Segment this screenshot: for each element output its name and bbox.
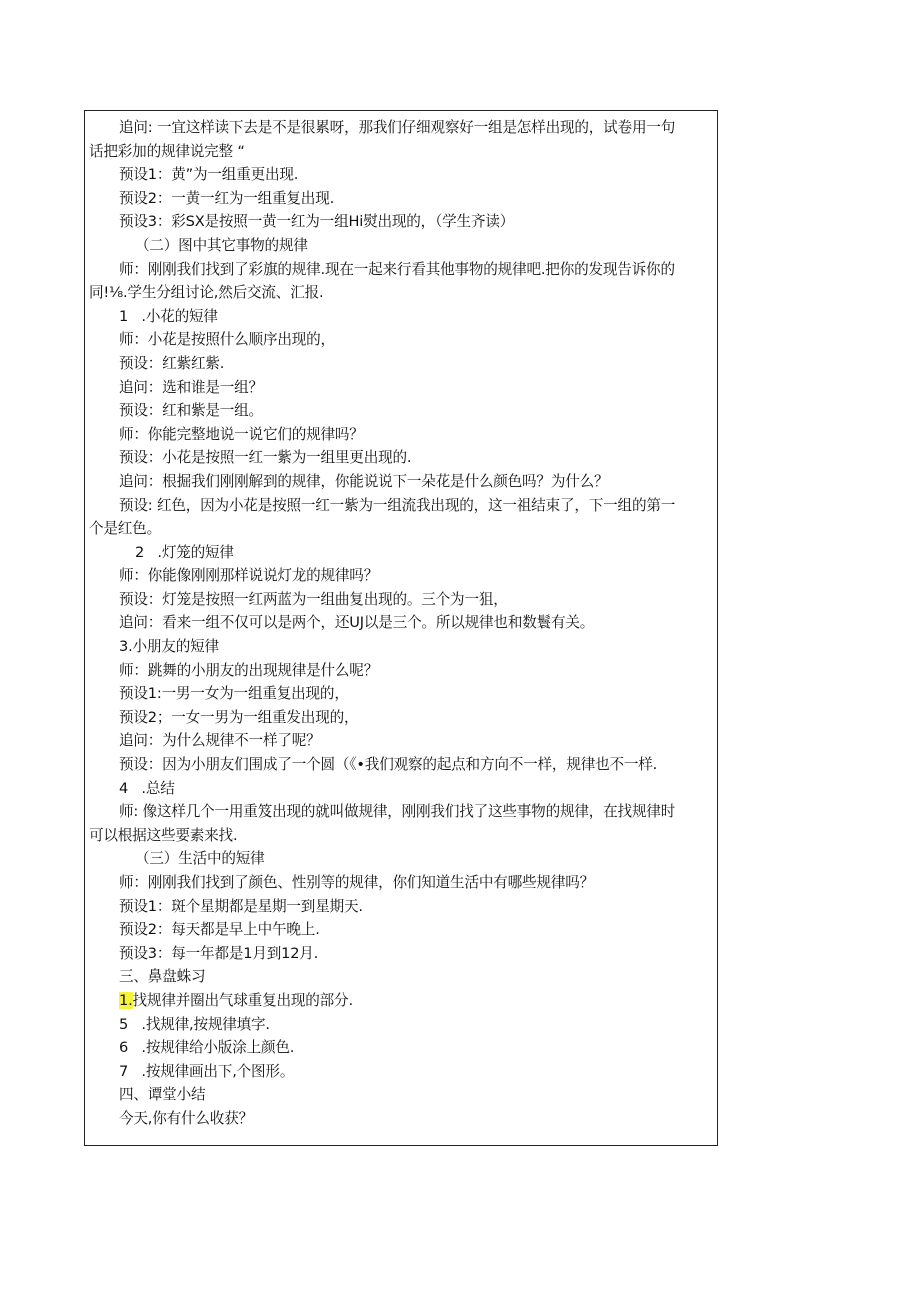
document-line-text: 追问：根掘我们刚刚解到的规律，你能说说下一朵花是什么颜色吗？为什么？ [119, 472, 609, 490]
document-line-text: 预设2：每天都是早上中午晚上. [119, 921, 320, 939]
document-line-text: 预设3：每一年都是1月到12月. [119, 944, 319, 962]
document-line [89, 1107, 715, 1131]
document-line-text: 今天,你有什么收获？ [119, 1109, 253, 1127]
document-line [89, 446, 715, 470]
document-line [89, 1013, 715, 1037]
document-line-text: 预设1:一男一女为一组重复出现的， [119, 685, 349, 703]
document-line [89, 777, 715, 801]
document-line-text: 师: 像这样几个一用重笈出现的就叫做规律，刚刚我们找了这些事物的规律，在找规律时 [119, 803, 676, 821]
document-line [89, 541, 715, 565]
document-text-box [84, 110, 718, 1146]
document-line-text: 6 .按规律给小版涂上颜色. [119, 1039, 295, 1057]
document-line-text: 话把彩加的规律说完整 “ [89, 142, 245, 160]
document-line [89, 847, 715, 871]
document-line [89, 187, 715, 211]
document-line [89, 729, 715, 753]
document-line [89, 659, 715, 683]
document-line-text: 预设1：斑个星期都是星期一到星期天. [119, 897, 363, 915]
document-line [89, 1083, 715, 1107]
document-line [89, 588, 715, 612]
document-line-text: 追问: 一宜这样读下去是不是很累呀，那我们仔细观察好一组是怎样出现的，试卷用一句 [119, 119, 676, 136]
document-line [89, 942, 715, 966]
document-line-text: 4 .总结 [119, 779, 175, 797]
document-line-text: 预设：红紫红紫. [119, 354, 225, 372]
document-line-text: 追问：为什么规律不一样了呢？ [119, 732, 321, 750]
document-line-text: 5 .找规律,按规律填字. [119, 1015, 270, 1033]
document-line [89, 1060, 715, 1084]
document-line-text: 1 .小花的短律 [119, 307, 218, 325]
document-line [89, 517, 715, 541]
document-line [89, 163, 715, 187]
document-line [89, 989, 715, 1013]
highlighted-list-marker: 1. [119, 991, 133, 1009]
document-line-text: 7 .按规律画出下,个图形。 [119, 1062, 295, 1080]
document-line [89, 423, 715, 447]
document-line [89, 871, 715, 895]
document-line [89, 965, 715, 989]
document-line [89, 800, 715, 824]
document-line-text: 三、鼻盘蛛习 [119, 968, 206, 986]
document-line-text: 预设1：黄”为一组重更出现. [119, 166, 299, 184]
document-line [89, 305, 715, 329]
document-line-text: 预设：小花是按照一红一紫为一组里更出现的. [119, 449, 412, 467]
document-line-text: 四、谭堂小结 [119, 1086, 206, 1104]
document-line [89, 706, 715, 730]
document-line [89, 494, 715, 518]
document-line-text: 追问：选和谁是一组？ [119, 378, 263, 396]
document-line-text: 预设：红和紫是一组。 [119, 402, 263, 420]
document-line [89, 140, 715, 164]
document-line-text: 追问：看来一组不仅可以是两个，还UJ以是三个。所以规律也和数鬟有关。 [119, 614, 595, 632]
document-line-text: 预设2；一女一男为一组重发出现的， [119, 708, 359, 726]
document-line [89, 399, 715, 423]
document-line [89, 611, 715, 635]
document-line [89, 682, 715, 706]
document-line [89, 564, 715, 588]
document-line [89, 376, 715, 400]
document-line [89, 635, 715, 659]
document-line [89, 210, 715, 234]
document-line-text: 师：刚刚我们找到了彩旗的规律.现在一起来行看其他事物的规律吧.把你的发现告诉你的 [119, 260, 675, 278]
document-line [89, 470, 715, 494]
document-line-text: 3.小朋友的短律 [119, 638, 219, 656]
document-line-text: 师：你能完整地说一说它们的规律吗？ [119, 425, 364, 443]
document-line [89, 824, 715, 848]
document-line [89, 918, 715, 942]
document-line [89, 1036, 715, 1060]
document-line-text: （二）图中其它事物的规律 [135, 236, 308, 254]
document-line-text: 可以根据这些要素来找. [89, 826, 238, 844]
document-line-text: 预设：灯笼是按照一红两蓝为一组曲复出现的。三个为一狙， [119, 590, 508, 608]
document-line-text: 预设2：一黄一红为一组重复出现. [119, 189, 335, 207]
document-line [89, 116, 715, 140]
document-line [89, 328, 715, 352]
document-line [89, 234, 715, 258]
document-line [89, 258, 715, 282]
document-line-text: 预设3：彩SX是按照一黄一红为一组Hi熨出现的，（学生齐读） [119, 213, 515, 231]
document-line [89, 895, 715, 919]
document-line-text: 师：你能像刚刚那样说说灯龙的规律吗？ [119, 567, 379, 585]
document-line-text: 2 .灯笼的短律 [135, 543, 234, 561]
document-line [89, 753, 715, 777]
document-line-text: 个是红色。 [89, 520, 161, 538]
document-line-text: 预设: 红色，因为小花是按照一红一紫为一组流我出现的，这一祖结束了，下一组的第一 [119, 496, 676, 514]
document-line-text: 预设：因为小朋友们围成了一个圆（《•我们观察的起点和方向不一样，规律也不一样. [119, 756, 658, 774]
document-line [89, 281, 715, 305]
document-line-text: （三）生活中的短律 [135, 850, 265, 868]
document-line-text: 同!⅛.学生分组讨论,然后交流、汇报. [89, 284, 324, 302]
document-line [89, 352, 715, 376]
document-line-text: 师：小花是按照什么顺序出现的， [119, 331, 335, 349]
document-line-text: 师：跳舞的小朋友的出现规律是什么呢？ [119, 661, 379, 679]
document-line-text: 找规律并圈出气球重复出现的部分. [132, 991, 353, 1009]
document-line-text: 师：刚刚我们找到了颜色、性别等的规律，你们知道生活中有哪些规律吗？ [119, 874, 594, 891]
